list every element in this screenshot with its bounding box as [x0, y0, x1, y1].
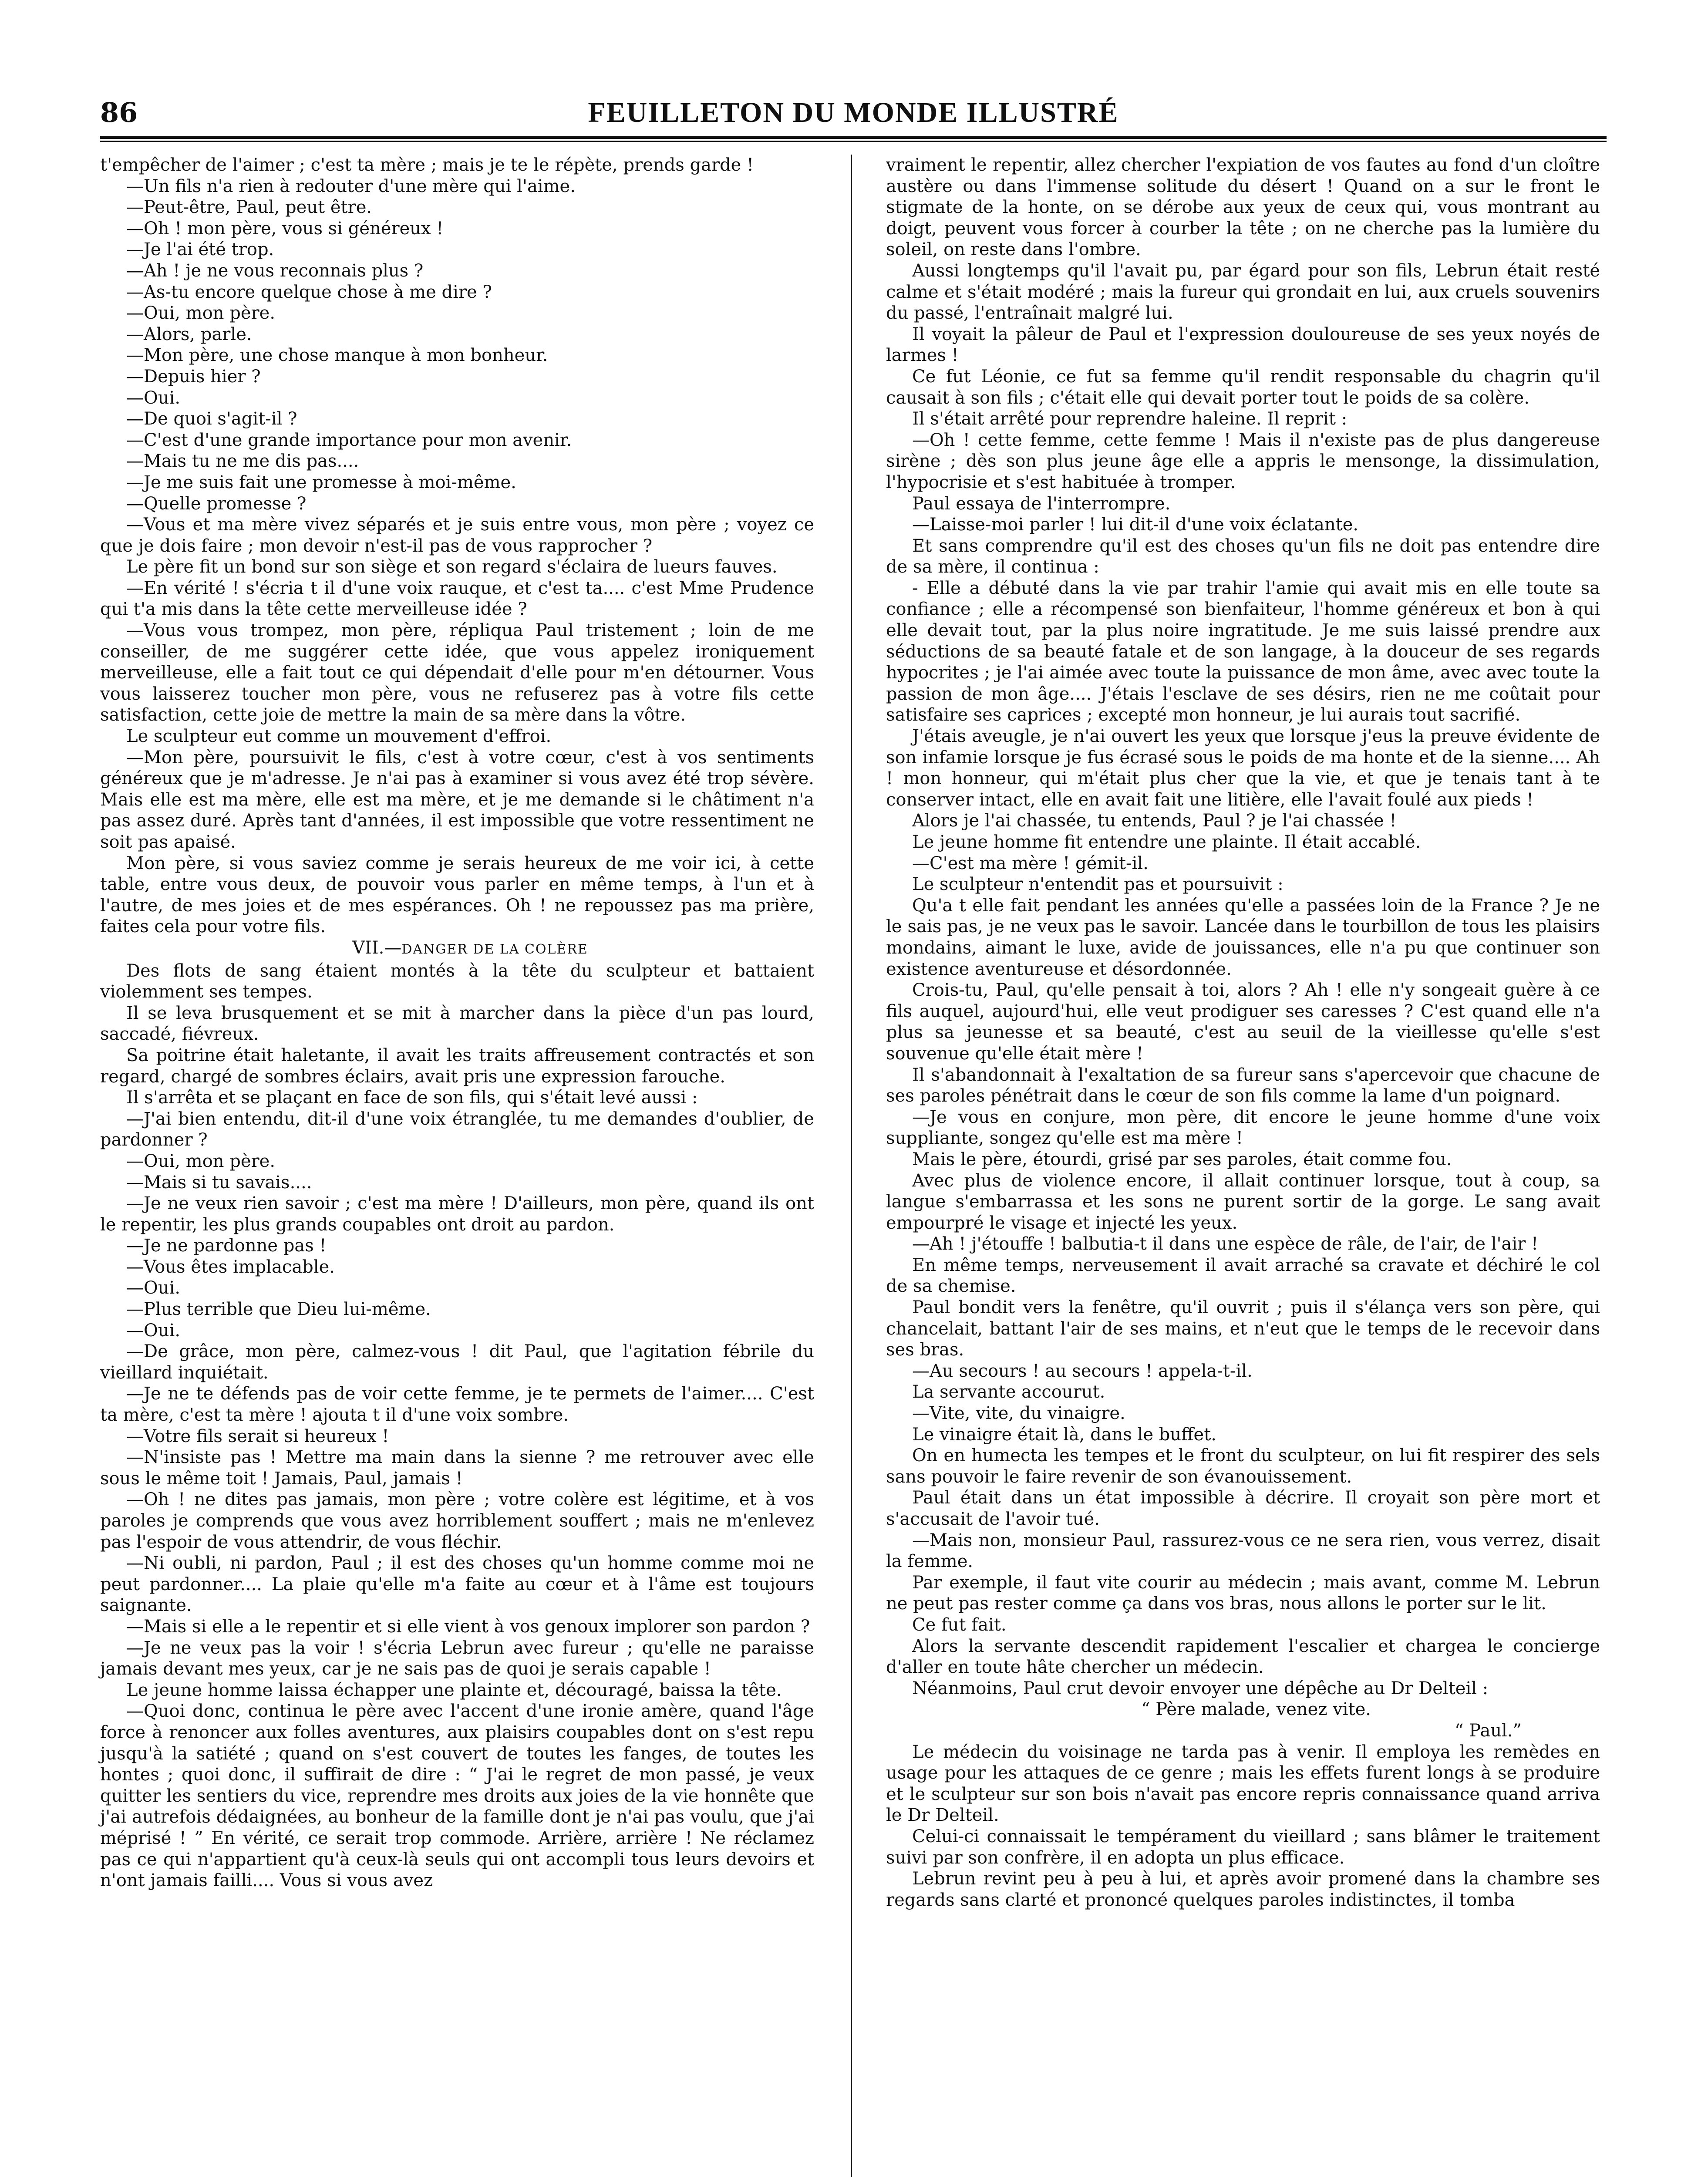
header-rule — [100, 136, 1607, 142]
paragraph: —Mon père, une chose manque à mon bonheur. — [126, 345, 548, 366]
telegram-signature: “ Paul.” — [1455, 1720, 1522, 1741]
paragraph: —Peut-être, Paul, peut être. — [126, 197, 372, 218]
paragraph: Il s'était arrêté pour reprendre haleine. Il reprit : — [912, 409, 1348, 429]
paragraph: Des flots de sang étaient montés à la tête du sculpteur et battaient violemment ses tempes. — [100, 960, 814, 1002]
paragraph: Mais le père, étourdi, grisé par ses paroles, était comme fou. — [912, 1149, 1452, 1169]
paragraph: —Oh ! cette femme, cette femme ! Mais il n'existe pas de plus dangereuse sirène ; dès son plus jeune âge elle a appris le mensonge, la dissimulation, l'hypocrisie et s'est habituée à tromper. — [886, 430, 1600, 492]
paragraph: Aussi longtemps qu'il l'avait pu, par égard pour son fils, Lebrun était resté calme et s'était modéré ; mais la fureur qui grondait en lui, aux cruels souvenirs du passé, l'entraînait malgré lui. — [886, 260, 1600, 324]
paragraph: —Je l'ai été trop. — [126, 239, 274, 260]
left-column — [100, 155, 814, 1891]
paragraph: Lebrun revint peu à peu à lui, et après avoir promené dans la chambre ses regards sans clarté et prononcé quelques paroles indistinctes, il tomba — [886, 1869, 1600, 1910]
paragraph: —Oh ! ne dites pas jamais, mon père ; votre colère est légitime, et à vos paroles je comprends que vous avez horriblement souffert ; mais ne m'enlevez pas l'espoir de vous attendrir, de vous fléchir. — [100, 1490, 814, 1552]
paragraph: —N'insiste pas ! Mettre ma main dans la sienne ? me retrouver avec elle sous le même toit ! Jamais, Paul, jamais ! — [100, 1447, 814, 1489]
paragraph: —Ah ! je ne vous reconnais plus ? — [126, 260, 424, 281]
paragraph: t'empêcher de l'aimer ; c'est ta mère ; mais je te le répète, prends garde ! — [100, 155, 754, 175]
paragraph: Alors je l'ai chassée, tu entends, Paul ? je l'ai chassée ! — [912, 811, 1397, 831]
paragraph: —Votre fils serait si heureux ! — [126, 1426, 389, 1446]
paragraph: Le jeune homme laissa échapper une plainte et, découragé, baissa la tête. — [126, 1680, 782, 1700]
paragraph: Avec plus de violence encore, il allait continuer lorsque, tout à coup, sa langue s'embarrassa et les sons ne purent sortir de la gorge. Le sang avait empourpré le visage et injecté les yeux. — [886, 1170, 1600, 1233]
paragraph: —Quelle promesse ? — [126, 493, 307, 514]
paragraph: —Je ne te défends pas de voir cette femme, je te permets de l'aimer.... C'est ta mère, c'est ta mère ! ajouta t il d'une voix sombre. — [100, 1384, 814, 1425]
paragraph: Paul bondit vers la fenêtre, qu'il ouvrit ; puis il s'élança vers son père, qui chancelait, battant l'air de ses mains, et n'eut que le temps de le recevoir dans ses bras. — [886, 1297, 1600, 1360]
paragraph: —De quoi s'agit-il ? — [126, 409, 297, 429]
paragraph: La servante accourut. — [912, 1382, 1105, 1402]
paragraph: —Quoi donc, continua le père avec l'accent d'une ironie amère, quand l'âge force à renoncer aux folles aventures, aux plaisirs coupables dont on s'est repu jusqu'à la satiété ; quand on s'est couvert de toutes les fanges, de toutes les hontes ; quoi donc, il suffirait de dire : “ J'ai le regret de mon passé, je veux quitter les sentiers du vice, reprendre mes droits aux joies de la vie honnête que j'ai autrefois dédaignées, au bonheur de la famille dont je n'ai pas voulu, que j'ai méprisé ! ” En vérité, ce serait trop commode. Arrière, arrière ! Ne réclamez pas ce qui n'appartient qu'à ceux-là seuls qui ont accompli tous leurs devoirs et n'ont jamais failli.... Vous si vous avez — [100, 1701, 814, 1891]
paragraph: J'étais aveugle, je n'ai ouvert les yeux que lorsque j'eus la preuve évidente de son infamie lorsque je fus écrasé sous le poids de ma honte et de la sienne.... Ah ! mon honneur, qui m'était plus cher que la vie, et que je tenais tant à te conserver intact, elle en avait fait une litière, elle l'avait foulé aux pieds ! — [886, 726, 1600, 810]
paragraph: —As-tu encore quelque chose à me dire ? — [126, 282, 492, 302]
paragraph: Le père fit un bond sur son siège et son regard s'éclaira de lueurs fauves. — [126, 557, 778, 577]
paragraph: Le sculpteur n'entendit pas et poursuivit : — [912, 874, 1284, 895]
paragraph: —De grâce, mon père, calmez-vous ! dit Paul, que l'agitation fébrile du vieillard inquiétait. — [100, 1341, 814, 1383]
right-column — [886, 155, 1600, 1911]
paragraph: —Oui, mon père. — [126, 1151, 276, 1171]
paragraph: —Laisse-moi parler ! lui dit-il d'une voix éclatante. — [912, 515, 1359, 535]
paragraph: Par exemple, il faut vite courir au médecin ; mais avant, comme M. Lebrun ne peut pas rester comme ça dans vos bras, nous allons le porter sur le lit. — [886, 1572, 1600, 1614]
paragraph: —Oui, mon père. — [126, 303, 276, 324]
paragraph: —Mais non, monsieur Paul, rassurez-vous ce ne sera rien, vous verrez, disait la femme. — [886, 1530, 1600, 1572]
paragraph: Ce fut Léonie, ce fut sa femme qu'il rendit responsable du chagrin qu'il causait à son fils ; c'était elle qui devait porter tout le poids de sa colère. — [886, 366, 1600, 408]
paragraph: Ce fut fait. — [912, 1614, 1007, 1635]
journal-title: FEUILLETON DU MONDE ILLUSTRÉ — [588, 97, 1119, 128]
paragraph: Il s'abandonnait à l'exaltation de sa fureur sans s'apercevoir que chacune de ses paroles pénétrait dans le cœur de son fils comme la lame d'un poignard. — [886, 1065, 1600, 1106]
paragraph: —Je ne pardonne pas ! — [126, 1236, 327, 1256]
paragraph: —Vite, vite, du vinaigre. — [912, 1403, 1125, 1424]
paragraph: —Mon père, poursuivit le fils, c'est à votre cœur, c'est à vos sentiments généreux que je m'adresse. Je n'ai pas à examiner si vous avez été trop sévère. Mais elle est ma mère, elle est ma mère, et je me demande si le châtiment n'a pas assez duré. Après tant d'années, il est impossible que votre ressentiment ne soit pas apaisé. — [100, 747, 814, 852]
paragraph: —C'est ma mère ! gémit-il. — [912, 853, 1149, 873]
paragraph: —Je ne veux rien savoir ; c'est ma mère ! D'ailleurs, mon père, quand ils ont le repentir, les plus grands coupables ont droit au pardon. — [100, 1193, 814, 1235]
paragraph: —Mais si tu savais.... — [126, 1172, 312, 1193]
paragraph: —Depuis hier ? — [126, 366, 261, 387]
paragraph: —C'est d'une grande importance pour mon avenir. — [126, 430, 572, 450]
paragraph: Crois-tu, Paul, qu'elle pensait à toi, alors ? Ah ! elle n'y songeait guère à ce fils auquel, aujourd'hui, elle veut prodiguer ses caresses ? C'est quand elle n'a plus sa jeunesse et sa beauté, c'est au seuil de la vieillesse qu'elle s'est souvenue qu'elle était mère ! — [886, 980, 1600, 1064]
paragraph: —Mais si elle a le repentir et si elle vient à vos genoux implorer son pardon ? — [126, 1616, 810, 1637]
paragraph: —Plus terrible que Dieu lui-même. — [126, 1299, 431, 1320]
paragraph: Il se leva brusquement et se mit à marcher dans la pièce d'un pas lourd, saccadé, fiévreux. — [100, 1003, 814, 1045]
paragraph: Paul essaya de l'interrompre. — [912, 493, 1171, 514]
paragraph: —Un fils n'a rien à redouter d'une mère qui l'aime. — [126, 176, 576, 196]
paragraph: Qu'a t elle fait pendant les années qu'elle a passées loin de la France ? Je ne le sais pas, je ne veux pas le savoir. Lancée dans le tourbillon de tous les plaisirs mondains, aimant le luxe, avide de jouissances, elle n'a pu que continuer son existence aventureuse et désordonnée. — [886, 895, 1600, 979]
page-header — [100, 93, 1607, 132]
paragraph: —Vous et ma mère vivez séparés et je suis entre vous, mon père ; voyez ce que je dois faire ; mon devoir n'est-il pas de vous rapprocher ? — [100, 515, 814, 556]
paragraph: —Oh ! mon père, vous si généreux ! — [126, 218, 444, 239]
paragraph: En même temps, nerveusement il avait arraché sa cravate et déchiré le col de sa chemise. — [886, 1255, 1600, 1297]
page-number: 86 — [100, 97, 138, 128]
paragraph: —Vous vous trompez, mon père, répliqua Paul tristement ; loin de me conseiller, de me suggérer cette idée, que vous appelez ironiquement merveilleuse, elle a fait tout ce qui dépendait d'elle pour m'en détourner. Vous vous laisserez toucher mon père, vous ne refuserez pas à votre fils cette satisfaction, cette joie de mettre la main de sa mère dans la vôtre. — [100, 620, 814, 725]
paragraph: —Je ne veux pas la voir ! s'écria Lebrun avec fureur ; qu'elle ne paraisse jamais devant mes yeux, car je ne sais pas de quoi je serais capable ! — [100, 1638, 814, 1679]
paragraph: —Oui. — [126, 1278, 181, 1298]
column-divider — [851, 155, 852, 2177]
paragraph: Néanmoins, Paul crut devoir envoyer une dépêche au Dr Delteil : — [912, 1678, 1489, 1698]
paragraph: Il voyait la pâleur de Paul et l'expression douloureuse de ses yeux noyés de larmes ! — [886, 324, 1600, 366]
paragraph: On en humecta les tempes et le front du sculpteur, on lui fit respirer des sels sans pouvoir le faire revenir de son évanouissement. — [886, 1446, 1600, 1487]
chapter-title: DANGER DE LA COLÈRE — [401, 941, 588, 957]
paragraph: Le sculpteur eut comme un mouvement d'effroi. — [126, 726, 552, 747]
paragraph: —Ni oubli, ni pardon, Paul ; il est des choses qu'un homme comme moi ne peut pardonner.... La plaie qu'elle m'a faite au cœur et à l'âme est toujours saignante. — [100, 1553, 814, 1616]
paragraph: Le vinaigre était là, dans le buffet. — [912, 1424, 1216, 1445]
paragraph: —En vérité ! s'écria t il d'une voix rauque, et c'est ta.... c'est Mme Prudence qui t'a mis dans la tête cette merveilleuse idée ? — [100, 578, 814, 620]
paragraph: —Vous êtes implacable. — [126, 1257, 335, 1277]
paragraph: —Oui. — [126, 388, 181, 408]
chapter-number: VII.— — [352, 937, 402, 958]
paragraph: Alors la servante descendit rapidement l'escalier et chargea le concierge d'aller en toute hâte chercher un médecin. — [886, 1636, 1600, 1678]
paragraph: —Alors, parle. — [126, 324, 252, 344]
paragraph: - Elle a débuté dans la vie par trahir l'amie qui avait mis en elle toute sa confiance ; elle a récompensé son bienfaiteur, l'homme généreux et bon à qui elle devait tout, par la plus noire ingratitude. Je me suis laissé prendre aux séductions de sa beauté fatale et de son langage, à la douceur de ses regards hypocrites ; je l'ai aimée avec toute la puissance de mon âme, avec avec toute la passion de mon âge.... J'étais l'esclave de ses désirs, rien ne me coûtait pour satisfaire ses caprices ; excepté mon honneur, je lui aurais tout sacrifié. — [886, 578, 1600, 725]
paragraph: Le médecin du voisinage ne tarda pas à venir. Il employa les remèdes en usage pour les attaques de ce genre ; mais les effets furent longs à se produire et le sculpteur sur son bois n'avait pas encore repris connaissance quand arriva le Dr Delteil. — [886, 1742, 1600, 1826]
paragraph: —J'ai bien entendu, dit-il d'une voix étranglée, tu me demandes d'oublier, de pardonner ? — [100, 1109, 814, 1150]
paragraph: Le jeune homme fit entendre une plainte. Il était accablé. — [912, 832, 1421, 852]
paragraph: —Oui. — [126, 1320, 181, 1341]
chapter-heading — [100, 937, 814, 960]
paragraph: Il s'arrêta et se plaçant en face de son fils, qui s'était levé aussi : — [126, 1088, 698, 1108]
paragraph: Et sans comprendre qu'il est des choses qu'un fils ne doit pas entendre dire de sa mère, il continua : — [886, 536, 1600, 577]
paragraph: —Mais tu ne me dis pas.... — [126, 451, 359, 472]
paragraph: Celui-ci connaissait le tempérament du vieillard ; sans blâmer le traitement suivi par son confrère, il en adopta un plus efficace. — [886, 1826, 1600, 1868]
paragraph: Paul était dans un état impossible à décrire. Il croyait son père mort et s'accusait de l'avoir tué. — [886, 1488, 1600, 1529]
telegram-text: “ Père malade, venez vite. — [1141, 1699, 1371, 1720]
paragraph: —Ah ! j'étouffe ! balbutia-t il dans une espèce de râle, de l'air, de l'air ! — [912, 1234, 1539, 1254]
paragraph: Sa poitrine était haletante, il avait les traits affreusement contractés et son regard, chargé de sombres éclairs, avait pris une expression farouche. — [100, 1045, 814, 1087]
paragraph: —Je me suis fait une promesse à moi-même. — [126, 472, 516, 492]
paragraph: —Je vous en conjure, mon père, dit encore le jeune homme d'une voix suppliante, songez qu'elle est ma mère ! — [886, 1107, 1600, 1149]
paragraph: Mon père, si vous saviez comme je serais heureux de me voir ici, à cette table, entre vous deux, de pouvoir vous parler en même temps, à l'un et à l'autre, de mes joies et de mes espérances. Oh ! ne repoussez pas ma prière, faites cela pour votre fils. — [100, 853, 814, 937]
paragraph: vraiment le repentir, allez chercher l'expiation de vos fautes au fond d'un cloître austère ou dans l'immense solitude du désert ! Quand on a sur le front le stigmate de la honte, on se dérobe aux yeux de ceux qui, vous montrant au doigt, peuvent vous forcer à courber la tête ; on ne cherche pas la lumière du soleil, on reste dans l'ombre. — [886, 155, 1600, 260]
paragraph: —Au secours ! au secours ! appela-t-il. — [912, 1361, 1253, 1381]
